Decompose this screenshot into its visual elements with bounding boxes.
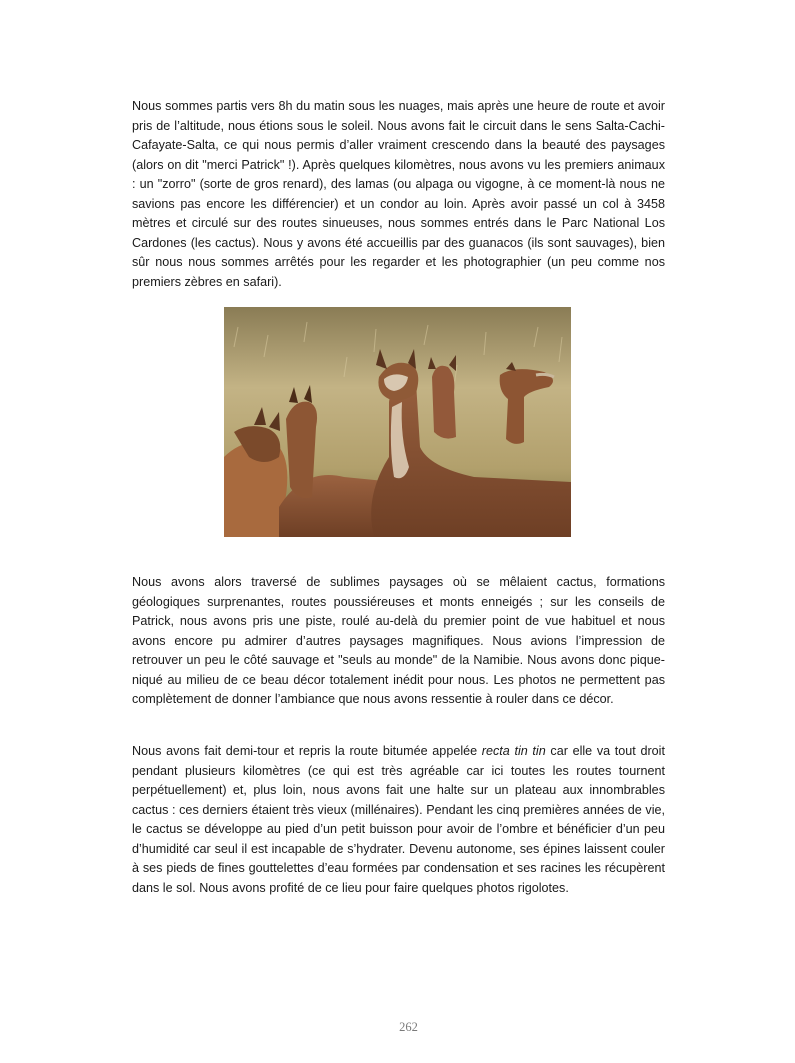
paragraph-2: Nous avons alors traversé de sublimes paysages où se mêlaient cactus, formations géologiques surprenantes, routes poussiéreuses et monts enneigés ; sur les conseils de Patrick, nous avons pris une piste, roulé au-delà du premier point de vue habituel et nous avons encore pu admirer d’autres paysages magnifiques. Nous avions l’impression de retrouver un peu le côté sauvage et "seuls au monde" de la Namibie. Nous avons donc pique-niqué au milieu de ce beau décor totalement inédit pour nous. Les photos ne permettent pas complètement de donner l’ambiance que nous avons ressentie à rouler dans ce décor. (132, 575, 665, 706)
paragraph-3-text-before: Nous avons fait demi-tour et repris la route bitumée appelée (132, 744, 482, 758)
road-name-italic: recta tin tin (481, 744, 546, 758)
paragraph-3-text-after: car elle va tout droit pendant plusieurs kilomètres (ce qui est très agréable car ici toutes les routes tournent perpétuellement) et, plus loin, nous avons fait une halte sur un plateau aux innombrables cactus : ces derniers étaient très vieux (millénaires). Pendant les cinq premières années de vie, le cactus se développe au pied d’un petit buisson pour avoir de l’ombre et bénéficier d’un peu d’humidité car seul il est incapable de s’hydrater. Devenu autonome, ses épines laissent couler à ses pieds de fines gouttelettes d’eau formées par condensation et ses racines les récupèrent dans le sol. Nous avons profité de ce lieu pour faire quelques photos rigolotes. (132, 744, 665, 895)
paragraph-3 (132, 742, 665, 898)
paragraph-1: Nous sommes partis vers 8h du matin sous les nuages, mais après une heure de route et avoir pris de l’altitude, nous étions sous le soleil. Nous avons fait le circuit dans le sens Salta-Cachi-Cafayate-Salta, ce qui nous permis d’aller vraiment crescendo dans la beauté des paysages (alors on dit "merci Patrick" !). Après quelques kilomètres, nous avons vu les premiers animaux : un "zorro" (sorte de gros renard), des lamas (ou alpaga ou vigogne, à ce moment-là nous ne savions pas encore les différencier) et un condor au loin. Après avoir passé un col à 3458 mètres et circulé sur des routes sinueuses, nous sommes entrés dans le Parc National Los Cardones (les cactus). Nous y avons été accueillis par des guanacos (ils sont sauvages), bien sûr nous nous sommes arrêtés pour les regarder et les photographier (un peu comme nos premiers zèbres en safari). (132, 99, 665, 289)
guanaco-photo (224, 307, 571, 537)
guanaco-photo-icon (224, 307, 571, 537)
page-number: 262 (399, 1020, 418, 1034)
